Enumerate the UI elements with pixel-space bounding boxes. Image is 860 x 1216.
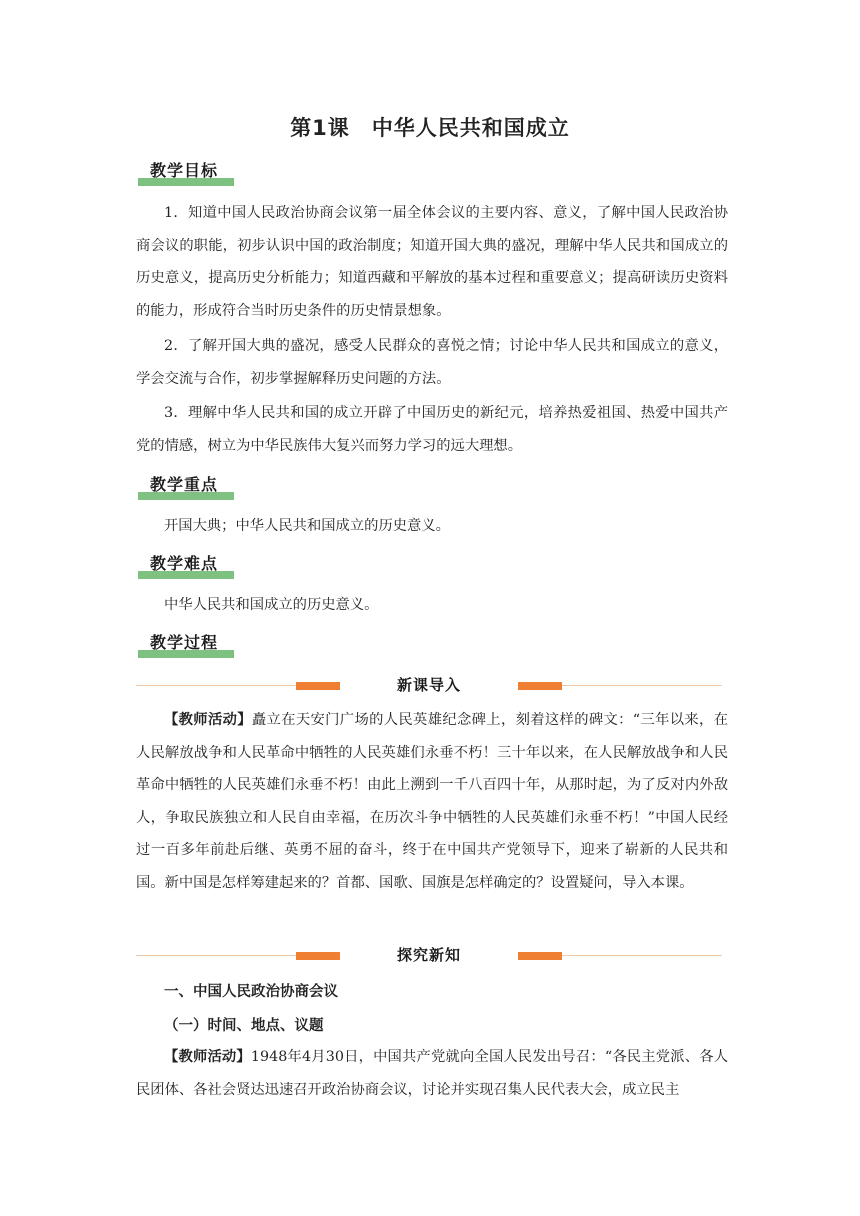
divider-line-left xyxy=(136,685,296,686)
divider-line-right xyxy=(562,685,722,686)
section-heading-label: 教学过程 xyxy=(150,633,219,652)
explore-paragraph xyxy=(136,1041,728,1106)
section-heading-process xyxy=(138,630,234,658)
explore-text: 1948年4月30日，中国共产党就向全国人民发出号召：“各民主党派、各人民团体、各社会贤达迅速召开政治协商会议，讨论并实现召集人民代表大会，成立民主 xyxy=(136,1049,728,1098)
divider-intro xyxy=(136,674,724,698)
section-heading-objectives xyxy=(138,158,234,186)
divider-explore xyxy=(136,944,724,968)
divider-block-left xyxy=(296,682,340,690)
section-heading-key-points xyxy=(138,472,234,500)
divider-label: 新课导入 xyxy=(396,676,461,694)
divider-label: 探究新知 xyxy=(396,946,461,964)
section-heading-label: 教学目标 xyxy=(150,161,219,180)
page-title xyxy=(0,112,860,142)
divider-block-left xyxy=(296,952,340,960)
objective-paragraph-2: 2．了解开国大典的盛况，感受人民群众的喜悦之情；讨论中华人民共和国成立的意义，学会交流与合作，初步掌握解释历史问题的方法。 xyxy=(136,338,728,387)
intro-text: 矗立在天安门广场的人民英雄纪念碑上，刻着这样的碑文：“三年以来，在人民解放战争和人民革命中牺牲的人民英雄们永垂不朽！三十年以来，在人民解放战争和人民革命中牺牲的人民英雄们永垂不朽！由此上溯到一千八百四十年，从那时起，为了反对内外敌人，争取民族独立和人民自由幸福，在历次斗争中牺牲的人民英雄们永垂不朽！”中国人民经过一百多年前赴后继、英勇不屈的奋斗，终于在中国共产党领导下，迎来了崭新的人民共和国。新中国是怎样筹建起来的？首都、国歌、国旗是怎样确定的？设置疑问，导入本课。 xyxy=(136,712,729,891)
lesson-name: 中华人民共和国成立 xyxy=(371,116,570,140)
divider-block-right xyxy=(518,952,562,960)
intro-paragraph xyxy=(136,704,728,900)
key-points-paragraph: 开国大典；中华人民共和国成立的历史意义。 xyxy=(164,518,450,534)
teacher-activity-tag: 【教师活动】 xyxy=(164,1049,251,1065)
section-heading-label: 教学难点 xyxy=(150,554,219,573)
divider-block-right xyxy=(518,682,562,690)
difficulties-paragraph: 中华人民共和国成立的历史意义。 xyxy=(164,597,379,613)
lesson-number: 第1课 xyxy=(290,116,350,140)
section-heading-label: 教学重点 xyxy=(150,475,219,494)
teacher-activity-tag: 【教师活动】 xyxy=(164,712,252,728)
heading-time-place-topic: （一）时间、地点、议题 xyxy=(164,1018,324,1034)
objective-paragraph-1: 1．知道中国人民政治协商会议第一届全体会议的主要内容、意义，了解中国人民政治协商会议的职能，初步认识中国的政治制度；知道开国大典的盛况，理解中华人民共和国成立的历史意义，提高历史分析能力；知道西藏和平解放的基本过程和重要意义；提高研读历史资料的能力，形成符合当时历史条件的历史情景想象。 xyxy=(136,205,728,319)
divider-line-left xyxy=(136,955,296,956)
objective-paragraph-3: 3．理解中华人民共和国的成立开辟了中国历史的新纪元，培养热爱祖国、热爱中国共产党的情感，树立为中华民族伟大复兴而努力学习的远大理想。 xyxy=(136,405,728,454)
heading-cppcc: 一、中国人民政治协商会议 xyxy=(164,984,338,1000)
divider-line-right xyxy=(562,955,722,956)
section-heading-difficulties xyxy=(138,551,234,579)
